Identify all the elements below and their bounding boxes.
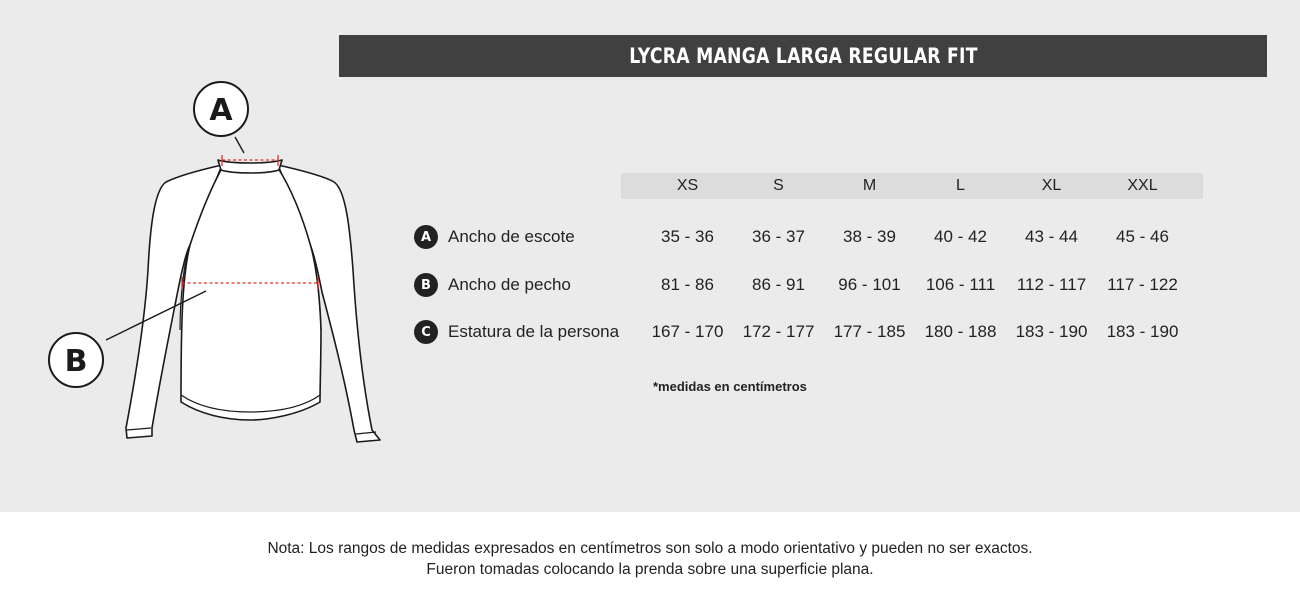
disclaimer-line-2: Fueron tomadas colocando la prenda sobre una superficie plana. xyxy=(426,561,874,578)
table-cell: 180 - 188 xyxy=(924,322,997,341)
size-header-row xyxy=(621,173,1203,199)
table-cell: 117 - 122 xyxy=(1107,275,1178,294)
chart-title-bar xyxy=(339,35,1267,77)
table-cell: 183 - 190 xyxy=(1106,322,1179,341)
table-cell: 177 - 185 xyxy=(833,322,906,341)
table-cell: 183 - 190 xyxy=(1015,322,1088,341)
row-badge-c: C xyxy=(414,320,438,344)
table-cell: 81 - 86 xyxy=(661,275,714,294)
row-label-neck-width xyxy=(414,224,575,250)
chart-title: LYCRA MANGA LARGA REGULAR FIT xyxy=(628,44,978,68)
callout-a-label: A xyxy=(209,93,233,128)
shirt-diagram xyxy=(40,80,400,460)
table-cell: 38 - 39 xyxy=(843,227,896,246)
row-label-text: Ancho de pecho xyxy=(448,275,571,294)
table-cell: 96 - 101 xyxy=(838,275,901,294)
size-header-m: M xyxy=(862,177,877,194)
table-cell: 172 - 177 xyxy=(742,322,815,341)
size-header-xl: XL xyxy=(1041,177,1062,194)
callout-b-label: B xyxy=(64,344,88,379)
row-label-height xyxy=(414,319,619,345)
size-header-s: S xyxy=(773,177,784,194)
row-label-text: Estatura de la persona xyxy=(448,322,620,341)
table-cell: 112 - 117 xyxy=(1016,275,1087,294)
size-header-xxl: XXL xyxy=(1127,177,1158,194)
row-label-text: Ancho de escote xyxy=(448,227,575,246)
row-label-chest-width xyxy=(414,272,571,298)
size-header-l: L xyxy=(956,177,965,194)
table-cell: 35 - 36 xyxy=(661,227,714,246)
row-badge-a: A xyxy=(414,225,438,249)
collar xyxy=(218,160,282,173)
row-badge-b: B xyxy=(414,273,438,297)
table-cell: 45 - 46 xyxy=(1116,227,1169,246)
units-footnote: *medidas en centímetros xyxy=(653,379,807,394)
table-cell: 167 - 170 xyxy=(651,322,724,341)
table-cell: 40 - 42 xyxy=(934,227,987,246)
disclaimer-line-1: Nota: Los rangos de medidas expresados en centímetros son solo a modo orientativo y pueden no ser exactos. xyxy=(267,540,1033,557)
table-cell: 86 - 91 xyxy=(752,275,805,294)
size-header-xs: XS xyxy=(676,177,699,194)
table-cell: 36 - 37 xyxy=(752,227,805,246)
table-cell: 43 - 44 xyxy=(1025,227,1078,246)
table-cell: 106 - 111 xyxy=(925,275,996,294)
